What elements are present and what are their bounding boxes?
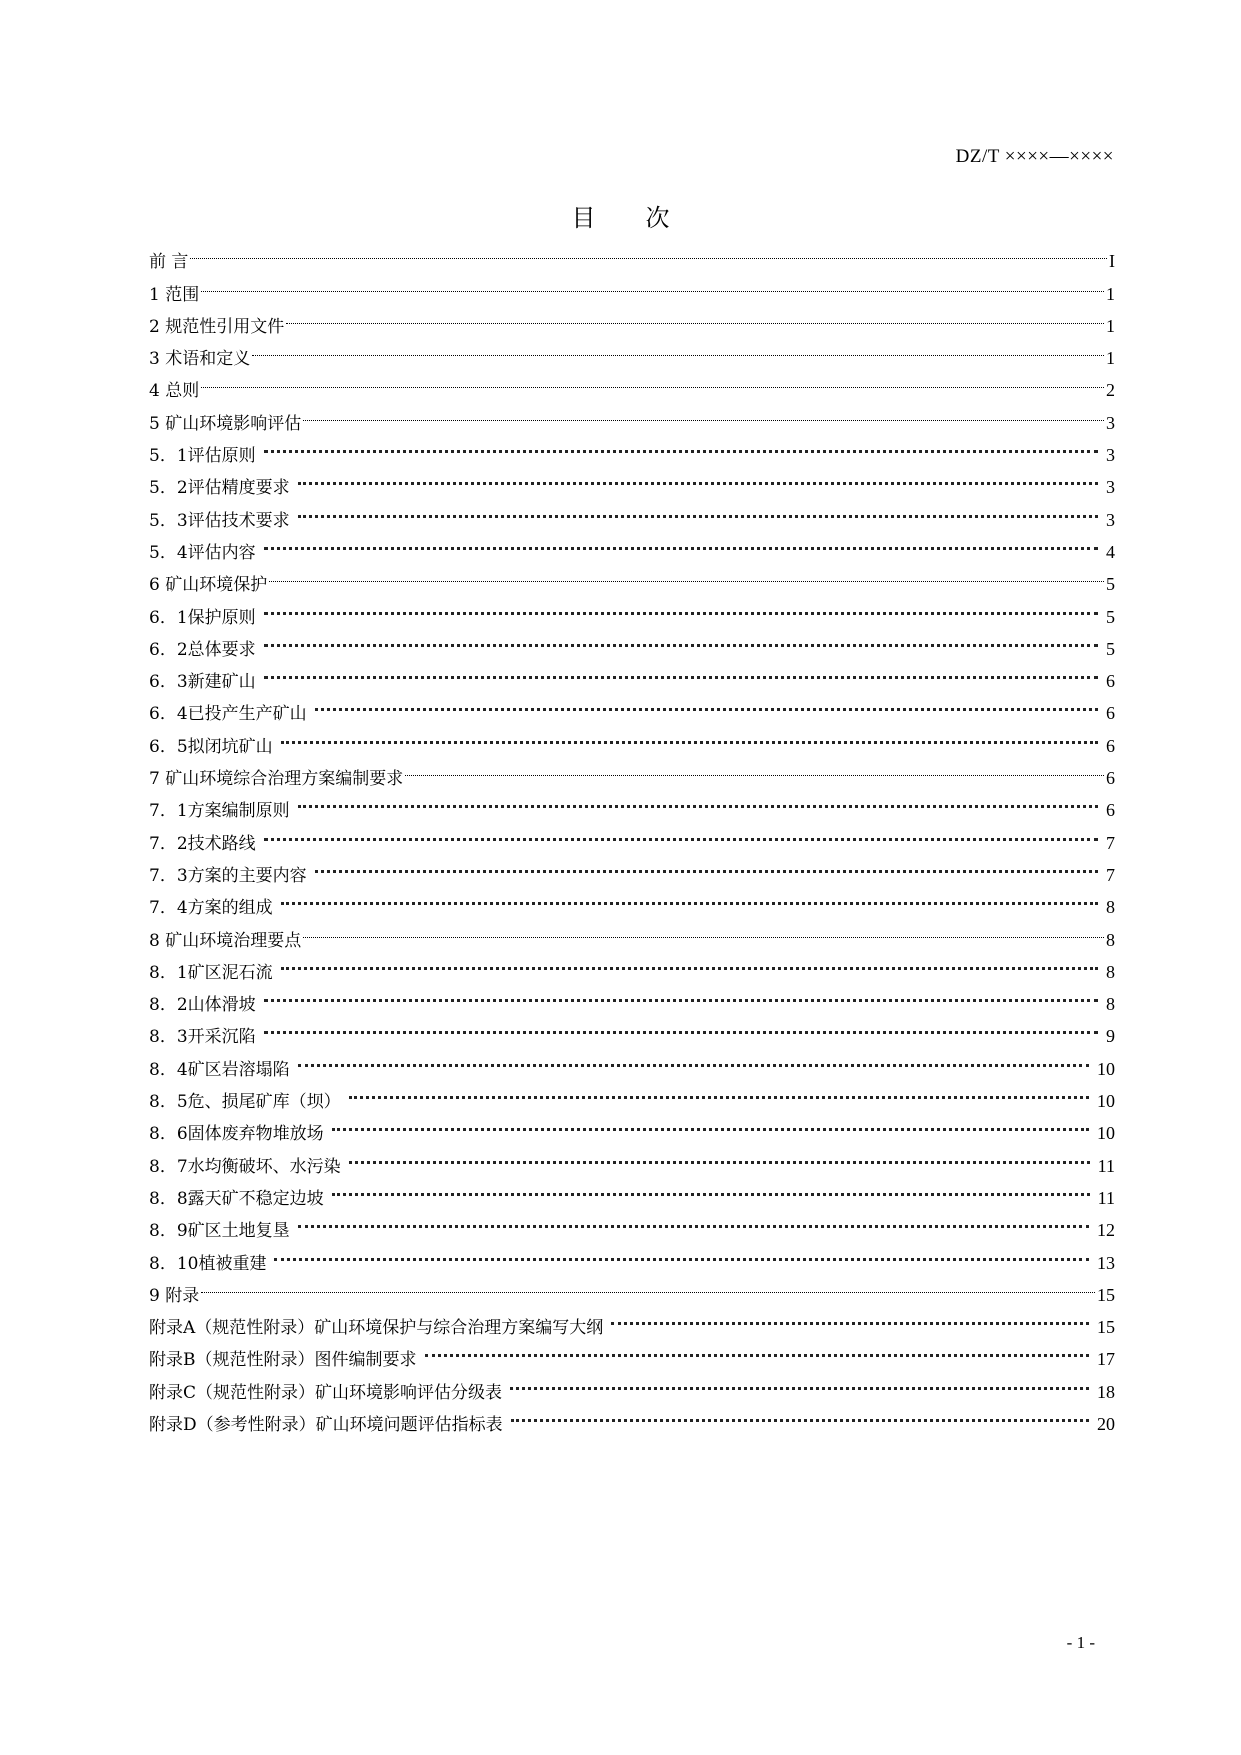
toc-entry-page: 1 — [1106, 315, 1115, 336]
toc-entry-page: 15 — [1097, 1317, 1115, 1338]
toc-leader-dots — [258, 590, 1104, 622]
toc-entry-page: 10 — [1097, 1091, 1115, 1112]
toc-leader-dots — [258, 816, 1104, 848]
toc-entry-title: 8．2山体滑坡 — [149, 995, 256, 1016]
toc-entry[interactable] — [149, 1269, 1115, 1306]
toc-entry-title: 5．1评估原则 — [149, 446, 256, 467]
toc-entry-page: 5 — [1106, 638, 1115, 659]
toc-entry-title: 8．8露天矿不稳定边坡 — [149, 1188, 324, 1209]
toc-entry[interactable] — [149, 655, 1115, 693]
toc-leader-dots — [303, 913, 1104, 945]
toc-leader-dots — [292, 493, 1104, 525]
toc-leader-dots — [201, 267, 1104, 299]
toc-entry-title: 3 术语和定义 — [149, 349, 251, 370]
toc-entry-title: 5．4评估内容 — [149, 542, 256, 563]
toc-leader-dots — [292, 1042, 1095, 1074]
toc-entry-title: 6 矿山环境保护 — [149, 575, 268, 596]
toc-entry-title: 6．1保护原则 — [149, 607, 256, 628]
toc-entry-page: 17 — [1097, 1349, 1115, 1370]
toc-entry-page: 6 — [1106, 671, 1115, 692]
toc-entry-title: 8．7水均衡破坏、水污染 — [149, 1156, 341, 1177]
toc-entry-title: 5．2评估精度要求 — [149, 478, 290, 499]
toc-entry[interactable] — [149, 396, 1115, 434]
toc-entry-title: 7．3方案的主要内容 — [149, 865, 307, 886]
toc-entry[interactable] — [149, 816, 1115, 854]
toc-leader-dots — [292, 461, 1104, 493]
toc-entry-title: 8．10植被重建 — [149, 1253, 267, 1274]
toc-entry[interactable] — [149, 526, 1115, 563]
toc-entry[interactable] — [149, 300, 1115, 337]
toc-leader-dots — [405, 752, 1104, 784]
toc-leader-dots — [605, 1301, 1095, 1333]
toc-entry[interactable] — [149, 1139, 1115, 1177]
toc-entry-title: 9 附录 — [149, 1285, 200, 1306]
toc-entry[interactable] — [149, 1398, 1115, 1435]
toc-leader-dots — [190, 235, 1107, 267]
toc-leader-dots — [419, 1333, 1096, 1365]
toc-entry[interactable] — [149, 1010, 1115, 1048]
toc-entry-page: 1 — [1106, 348, 1115, 369]
toc-entry[interactable] — [149, 978, 1115, 1016]
toc-leader-dots — [258, 623, 1104, 655]
toc-entry-page: 5 — [1106, 606, 1115, 627]
page-title: 目次 — [571, 204, 720, 232]
toc-entry-page: 3 — [1106, 445, 1115, 466]
toc-leader-dots — [292, 1204, 1095, 1236]
toc-leader-dots — [275, 881, 1104, 913]
toc-entry[interactable] — [149, 364, 1115, 402]
toc-entry-page: 13 — [1097, 1252, 1115, 1273]
toc-leader-dots — [504, 1365, 1095, 1397]
toc-entry-page: 8 — [1106, 897, 1115, 918]
toc-leader-dots — [258, 655, 1104, 687]
toc-entry[interactable] — [149, 493, 1115, 531]
toc-entry[interactable] — [149, 1042, 1115, 1080]
toc-entry-page: 8 — [1106, 961, 1115, 982]
toc-leader-dots — [286, 300, 1104, 332]
toc-leader-dots — [201, 1269, 1095, 1301]
toc-entry[interactable] — [149, 913, 1115, 951]
toc-leader-dots — [258, 526, 1104, 558]
toc-entry-page: 15 — [1097, 1284, 1115, 1305]
toc-entry-page: 5 — [1106, 574, 1115, 595]
toc-entry[interactable] — [149, 1333, 1115, 1371]
toc-leader-dots — [343, 1139, 1096, 1171]
toc-entry-title: 附录A（规范性附录）矿山环境保护与综合治理方案编写大纲 — [149, 1318, 604, 1339]
toc-entry[interactable] — [149, 1075, 1115, 1113]
toc-entry[interactable] — [149, 1236, 1115, 1274]
toc-entry-title: 5．3评估技术要求 — [149, 510, 290, 531]
toc-entry-page: 8 — [1106, 994, 1115, 1015]
table-of-contents — [149, 235, 1115, 1435]
toc-entry-title: 附录B（规范性附录）图件编制要求 — [149, 1350, 417, 1371]
toc-leader-dots — [326, 1107, 1095, 1139]
toc-entry-title: 8．5危、损尾矿库（坝） — [149, 1092, 341, 1113]
toc-leader-dots — [343, 1075, 1095, 1107]
toc-entry-page: 11 — [1097, 1187, 1115, 1208]
toc-entry-title: 8．3开采沉陷 — [149, 1027, 256, 1048]
toc-entry[interactable] — [149, 1204, 1115, 1242]
toc-leader-dots — [505, 1398, 1095, 1430]
toc-entry[interactable] — [149, 558, 1115, 596]
toc-leader-dots — [269, 558, 1104, 590]
toc-entry-page: 18 — [1097, 1381, 1115, 1402]
toc-entry-title: 附录C（规范性附录）矿山环境影响评估分级表 — [149, 1382, 503, 1403]
toc-entry-page: 9 — [1106, 1026, 1115, 1047]
standard-code: DZ/T ××××—×××× — [955, 146, 1114, 167]
toc-entry[interactable] — [149, 623, 1115, 660]
toc-entry-title: 7．4方案的组成 — [149, 898, 273, 919]
toc-entry-title: 5 矿山环境影响评估 — [149, 413, 302, 434]
toc-entry[interactable] — [149, 881, 1115, 919]
toc-entry[interactable] — [149, 235, 1115, 273]
toc-entry-page: 6 — [1106, 800, 1115, 821]
toc-entry-page: 3 — [1106, 477, 1115, 498]
toc-entry[interactable] — [149, 784, 1115, 822]
toc-entry-title: 附录D（参考性附录）矿山环境问题评估指标表 — [149, 1414, 503, 1435]
toc-entry[interactable] — [149, 429, 1115, 467]
toc-entry-page: 3 — [1106, 412, 1115, 433]
toc-entry-page: 7 — [1106, 864, 1115, 885]
toc-leader-dots — [309, 849, 1104, 881]
toc-entry-title: 7．2技术路线 — [149, 833, 256, 854]
toc-entry-page: 7 — [1106, 832, 1115, 853]
toc-entry-page: 6 — [1106, 703, 1115, 724]
toc-entry-title: 前 言 — [149, 252, 189, 273]
toc-entry-page: 10 — [1097, 1058, 1115, 1079]
toc-leader-dots — [258, 429, 1104, 461]
toc-leader-dots — [309, 687, 1104, 719]
toc-entry-title: 7．1方案编制原则 — [149, 801, 290, 822]
toc-entry[interactable] — [149, 687, 1115, 725]
toc-entry-title: 6．3新建矿山 — [149, 672, 256, 693]
toc-entry[interactable] — [149, 849, 1115, 886]
toc-entry[interactable] — [149, 946, 1115, 983]
toc-entry-page: 10 — [1097, 1123, 1115, 1144]
toc-entry-page: 4 — [1106, 541, 1115, 562]
toc-entry-title: 4 总则 — [149, 381, 200, 402]
toc-entry[interactable] — [149, 267, 1115, 305]
toc-entry-title: 2 规范性引用文件 — [149, 316, 285, 337]
toc-entry[interactable] — [149, 752, 1115, 790]
toc-entry[interactable] — [149, 719, 1115, 757]
toc-leader-dots — [268, 1236, 1095, 1268]
toc-entry-title: 6．4已投产生产矿山 — [149, 704, 307, 725]
toc-leader-dots — [258, 978, 1104, 1010]
toc-entry-title: 7 矿山环境综合治理方案编制要求 — [149, 769, 404, 790]
toc-entry-title: 6．2总体要求 — [149, 639, 256, 660]
toc-entry-page: 6 — [1106, 768, 1115, 789]
toc-entry-page: 8 — [1106, 929, 1115, 950]
toc-entry-title: 8．4矿区岩溶塌陷 — [149, 1059, 290, 1080]
toc-entry-title: 1 范围 — [149, 284, 200, 305]
toc-entry[interactable] — [149, 461, 1115, 499]
toc-entry-page: 11 — [1097, 1155, 1115, 1176]
toc-entry-title: 8．9矿区土地复垦 — [149, 1221, 290, 1242]
toc-entry-page: I — [1109, 251, 1115, 272]
toc-entry-title: 6．5拟闭坑矿山 — [149, 736, 273, 757]
toc-leader-dots — [258, 1010, 1104, 1042]
toc-entry[interactable] — [149, 1172, 1115, 1209]
toc-entry-page: 1 — [1106, 283, 1115, 304]
toc-leader-dots — [275, 946, 1104, 978]
toc-entry-page: 2 — [1106, 380, 1115, 401]
toc-entry[interactable] — [149, 1107, 1115, 1145]
toc-leader-dots — [292, 784, 1104, 816]
toc-entry-page: 3 — [1106, 509, 1115, 530]
toc-leader-dots — [326, 1172, 1096, 1204]
toc-entry[interactable] — [149, 1365, 1115, 1403]
toc-entry-page: 12 — [1097, 1220, 1115, 1241]
page-number: - 1 - — [1066, 1633, 1095, 1652]
toc-entry-page: 20 — [1097, 1413, 1115, 1434]
toc-entry-title: 8．6固体废弃物堆放场 — [149, 1124, 324, 1145]
toc-entry[interactable] — [149, 590, 1115, 628]
toc-leader-dots — [303, 396, 1104, 428]
toc-entry-title: 8 矿山环境治理要点 — [149, 930, 302, 951]
toc-leader-dots — [252, 332, 1104, 364]
toc-entry[interactable] — [149, 332, 1115, 370]
toc-entry-title: 8．1矿区泥石流 — [149, 962, 273, 983]
toc-leader-dots — [201, 364, 1104, 396]
toc-entry-page: 6 — [1106, 735, 1115, 756]
toc-leader-dots — [275, 719, 1104, 751]
toc-entry[interactable] — [149, 1301, 1115, 1339]
